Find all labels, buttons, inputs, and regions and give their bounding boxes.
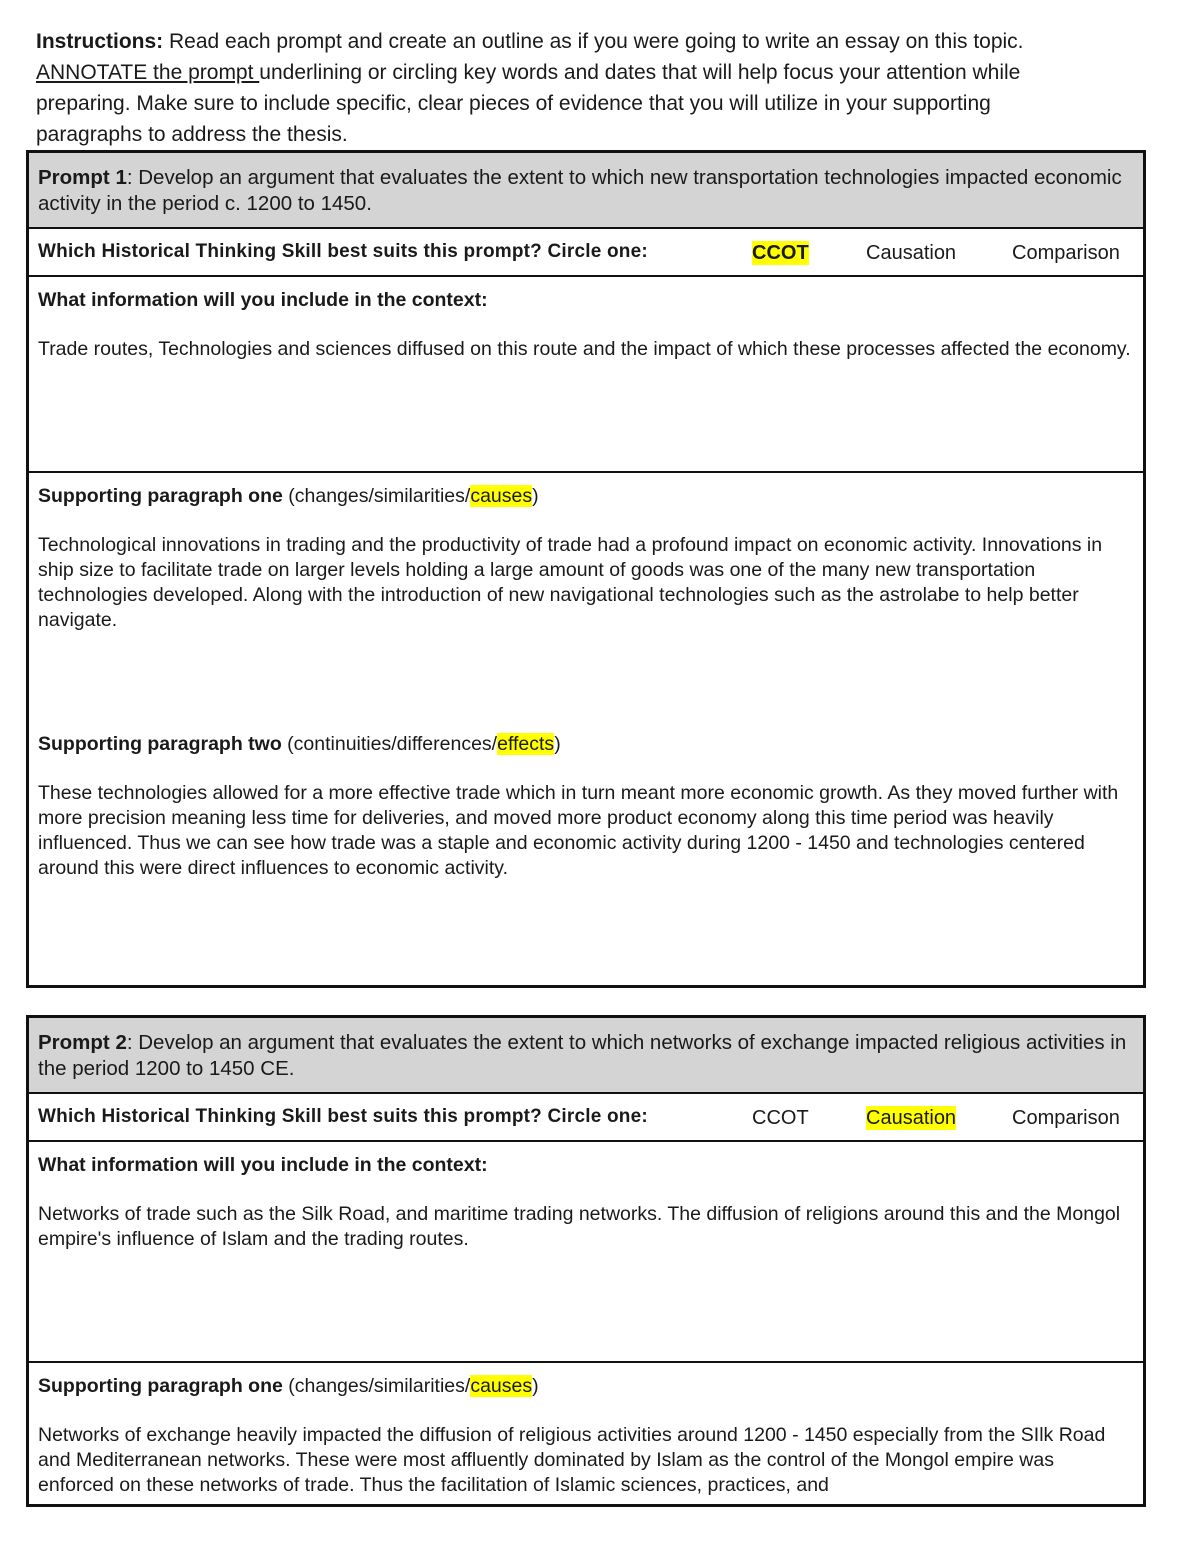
prompt-2-para-one-hint: (changes/similarities/: [282, 1375, 471, 1397]
prompt-1-para-two-hint-close: ): [554, 733, 561, 755]
prompt-2-context-section: [29, 1142, 1143, 1363]
prompt-2-box: [26, 1015, 1146, 1507]
prompt-1-para-two-section: [29, 721, 1143, 881]
instructions-text-before: Read each prompt and create an outline as if you were going to write an essay on this topic.: [163, 30, 1024, 53]
prompt-1-para-one-hint-close: ): [532, 485, 539, 507]
instructions-text-after: underlining or circling key words and dates that will help focus your attention while preparing. Make sure to include specific, clear pieces of evidence that you will utilize in your supporting paragraphs to address the thesis.: [36, 61, 1021, 146]
instructions-underlined: ANNOTATE the prompt: [36, 61, 260, 84]
prompt-1-box: [26, 150, 1146, 988]
prompt-1-option-comparison[interactable]: Comparison: [1012, 242, 1120, 264]
instructions-text: [36, 26, 1096, 150]
prompt-1-label: Prompt 1: [38, 166, 127, 189]
prompt-1-context-label: What information will you include in the context:: [38, 289, 488, 311]
prompt-2-skill-row: [29, 1094, 1143, 1142]
prompt-1-option-causation[interactable]: Causation: [866, 242, 957, 264]
prompt-2-para-one-section: [29, 1363, 1143, 1498]
prompt-1-para-one-label: Supporting paragraph one: [38, 485, 283, 507]
prompt-2-skill-question: Which Historical Thinking Skill best suits this prompt? Circle one:: [38, 1106, 648, 1127]
prompt-1-para-one-hint: (changes/similarities/: [282, 485, 471, 507]
prompt-2-text: : Develop an argument that evaluates the extent to which networks of exchange impacted religious activities in the period 1200 to 1450 CE.: [38, 1031, 1127, 1080]
prompt-1-context-section: [29, 277, 1143, 473]
prompt-1-para-one-hint-highlight: causes: [470, 485, 533, 507]
prompt-2-para-one-answer: Networks of exchange heavily impacted the diffusion of religious activities around 1200 - 1450 especially from the SIlk Road and Mediterranean networks. These were most affluently dominated by Islam as the control of the Mongol empire was enforced on these networks of trade. Thus the facilitation of Islamic sciences, practices, and: [38, 1424, 1106, 1496]
prompt-2-para-one-label: Supporting paragraph one: [38, 1375, 283, 1397]
prompt-2-option-comparison[interactable]: Comparison: [1012, 1107, 1120, 1129]
prompt-1-option-ccot[interactable]: CCOT: [752, 242, 809, 264]
prompt-1-para-two-answer: These technologies allowed for a more effective trade which in turn meant more economic growth. As they moved further with more precision meaning less time for deliveries, and moved more product economy along this time period was heavily influenced. Thus we can see how trade was a staple and economic activity during 1200 - 1450 and technologies centered around this were direct influences to economic activity.: [38, 782, 1119, 879]
prompt-1-skill-row: [29, 229, 1143, 277]
prompt-2-para-one-hint-highlight: causes: [470, 1375, 533, 1397]
prompt-2-header: [29, 1018, 1143, 1094]
prompt-1-context-answer: Trade routes, Technologies and sciences diffused on this route and the impact of which these processes affected the economy.: [38, 338, 1131, 360]
prompt-1-para-two-hint: (continuities/differences/: [281, 733, 498, 755]
prompt-1-text: : Develop an argument that evaluates the extent to which new transportation technologies impacted economic activity in the period c. 1200 to 1450.: [38, 166, 1122, 215]
prompt-2-label: Prompt 2: [38, 1031, 127, 1054]
prompt-2-option-ccot[interactable]: CCOT: [752, 1107, 809, 1129]
prompt-1-para-two-hint-highlight: effects: [497, 733, 555, 755]
prompt-2-context-label: What information will you include in the context:: [38, 1154, 488, 1176]
prompt-2-option-causation[interactable]: Causation: [866, 1107, 957, 1129]
prompt-1-skill-question: Which Historical Thinking Skill best suits this prompt? Circle one:: [38, 241, 648, 262]
instructions-label: Instructions:: [36, 30, 164, 53]
prompt-1-para-two-label: Supporting paragraph two: [38, 733, 282, 755]
prompt-1-para-one-answer: Technological innovations in trading and the productivity of trade had a profound impact on economic activity. Innovations in ship size to facilitate trade on larger levels holding a large amount of goods was one of the many new transportation technologies developed. Along with the introduction of new navigational technologies such as the astrolabe to help better navigate.: [38, 534, 1103, 631]
prompt-2-context-answer: Networks of trade such as the Silk Road, and maritime trading networks. The diffusion of religions around this and the Mongol empire's influence of Islam and the trading routes.: [38, 1203, 1121, 1250]
prompt-2-para-one-hint-close: ): [532, 1375, 539, 1397]
prompt-1-header: [29, 153, 1143, 229]
prompt-1-para-one-section: [29, 473, 1143, 721]
